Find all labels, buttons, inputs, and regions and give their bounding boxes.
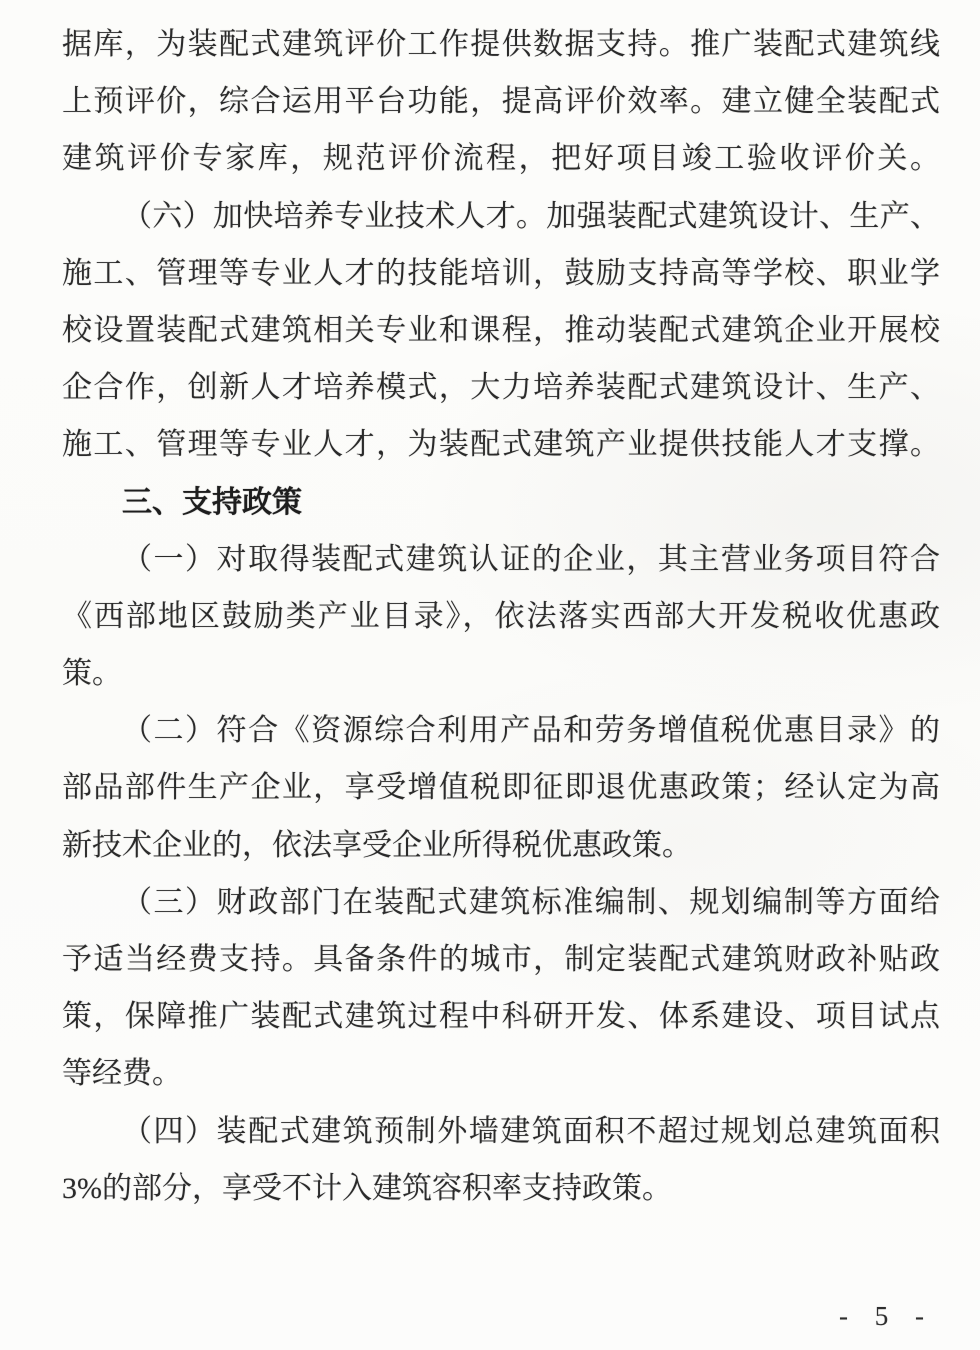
text-line: 建筑评价专家库，规范评价流程，把好项目竣工验收评价关。 <box>62 142 940 176</box>
text-line: 据库，为装配式建筑评价工作提供数据支持。推广装配式建筑线 <box>62 28 940 61</box>
page-number: - 5 - <box>839 1301 934 1331</box>
text-line: 施工、管理等专业人才，为装配式建筑产业提供技能人才支撑。 <box>62 428 940 462</box>
text-line: （一）对取得装配式建筑认证的企业，其主营业务项目符合 <box>122 542 940 576</box>
text-block <box>62 16 940 1217</box>
text-line: （三）财政部门在装配式建筑标准编制、规划编制等方面给 <box>122 885 940 919</box>
text-line: 上预评价，综合运用平台功能，提高评价效率。建立健全装配式 <box>62 85 940 119</box>
text-line: 策。 <box>62 657 122 691</box>
text-line: 策，保障推广装配式建筑过程中科研开发、体系建设、项目试点 <box>62 1000 940 1034</box>
text-line: 企合作，创新人才培养模式，大力培养装配式建筑设计、生产、 <box>62 371 940 405</box>
text-line: 等经费。 <box>62 1057 182 1091</box>
section-heading: 三、支持政策 <box>122 485 302 519</box>
text-line: 《西部地区鼓励类产业目录》，依法落实西部大开发税收优惠政 <box>62 599 940 633</box>
text-line: （六）加快培养专业技术人才。加强装配式建筑设计、生产、 <box>122 199 940 233</box>
text-line: 校设置装配式建筑相关专业和课程，推动装配式建筑企业开展校 <box>62 313 940 347</box>
text-line: 部品部件生产企业，享受增值税即征即退优惠政策；经认定为高 <box>62 771 940 805</box>
text-line: （二）符合《资源综合利用产品和劳务增值税优惠目录》的 <box>122 714 940 748</box>
text-line: （四）装配式建筑预制外墙建筑面积不超过规划总建筑面积 <box>122 1114 940 1148</box>
text-line: 予适当经费支持。具备条件的城市，制定装配式建筑财政补贴政 <box>62 943 940 976</box>
text-line: 施工、管理等专业人才的技能培训，鼓励支持高等学校、职业学 <box>62 256 940 290</box>
text-line: 3%的部分，享受不计入建筑容积率支持政策。 <box>62 1171 672 1205</box>
text-line: 新技术企业的，依法享受企业所得税优惠政策。 <box>62 828 692 862</box>
